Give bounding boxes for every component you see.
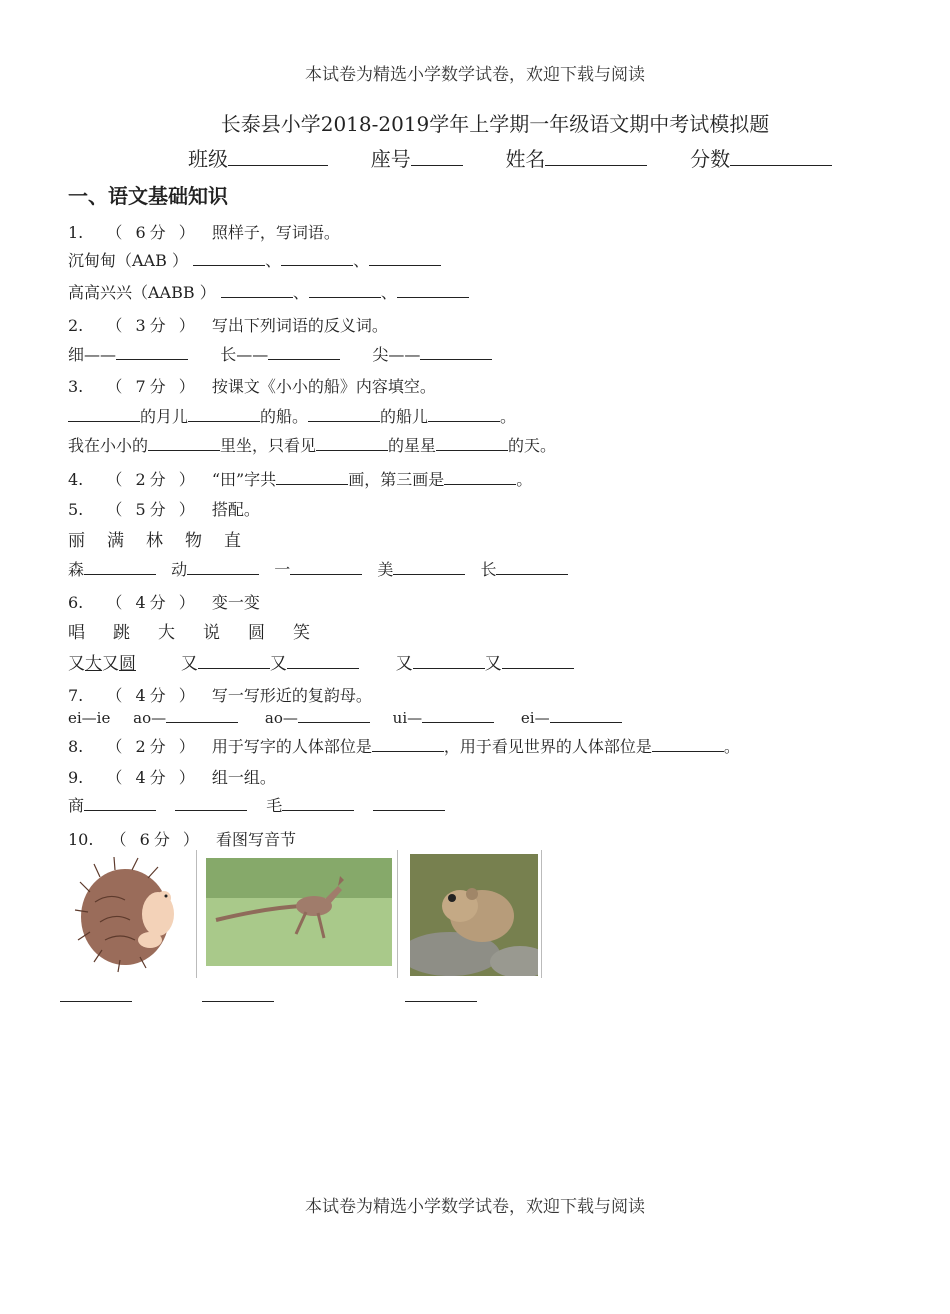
answer-blank[interactable] <box>187 560 259 575</box>
answer-blank[interactable] <box>84 796 156 811</box>
question-number: 2. <box>68 316 84 335</box>
pair-char: 一 <box>274 560 291 579</box>
fill-text: 画，第三画是 <box>348 470 445 489</box>
antonym-prompt: 长—— <box>220 345 269 364</box>
answer-blank[interactable] <box>444 470 516 485</box>
mouse-icon <box>410 854 538 976</box>
answer-blank[interactable] <box>652 737 724 752</box>
answer-blank[interactable] <box>405 1000 477 1002</box>
q3-line2 <box>68 433 556 456</box>
answer-blank[interactable] <box>298 708 370 723</box>
answer-blank[interactable] <box>148 436 220 451</box>
question-5 <box>68 497 260 520</box>
q3-line1 <box>68 404 516 427</box>
question-text: 看图写音节 <box>216 830 297 849</box>
char-option: 林 <box>146 531 163 551</box>
question-points: （ 6分 ） <box>106 223 199 242</box>
answer-blank[interactable] <box>308 407 380 422</box>
q5-pairs <box>68 557 568 580</box>
question-6 <box>68 590 260 613</box>
seat-blank[interactable] <box>411 147 463 166</box>
picture-divider <box>196 850 197 978</box>
answer-blank[interactable] <box>496 560 568 575</box>
q5-chars <box>68 526 241 551</box>
char-option: 唱 <box>68 623 85 643</box>
question-points: （ 4分 ） <box>106 593 199 612</box>
question-number: 3. <box>68 377 84 396</box>
pair-char: 动 <box>171 560 188 579</box>
answer-blank[interactable] <box>373 796 445 811</box>
fill-text: 的船儿 <box>380 407 429 426</box>
fill-text: 的船。 <box>260 407 309 426</box>
answer-blank[interactable] <box>436 436 508 451</box>
answer-blank[interactable] <box>290 560 362 575</box>
separator: 、 <box>353 251 370 270</box>
question-text: 写出下列词语的反义词。 <box>211 316 388 335</box>
fill-text: ，用于看见世界的人体部位是 <box>443 737 652 756</box>
question-1 <box>68 220 340 243</box>
answer-blank[interactable] <box>282 796 354 811</box>
char-option: 圆 <box>248 623 265 643</box>
question-3 <box>68 374 436 397</box>
q6-answers <box>68 649 574 674</box>
char-option: 直 <box>224 531 241 551</box>
kangaroo-picture <box>206 858 392 966</box>
separator: 、 <box>292 283 309 302</box>
answer-blank[interactable] <box>202 1000 274 1002</box>
answer-blank[interactable] <box>68 407 140 422</box>
finals-example: ei—ie <box>68 709 111 727</box>
question-text: 按课文《小小的船》内容填空。 <box>211 377 436 396</box>
question-text: 写一写形近的复韵母。 <box>211 686 372 705</box>
answer-blank[interactable] <box>413 654 485 669</box>
finals-prompt: ao— <box>133 709 167 727</box>
answer-blank[interactable] <box>281 251 353 266</box>
question-7 <box>68 683 372 706</box>
question-text: 组一组。 <box>211 768 276 787</box>
char-option: 大 <box>158 623 175 643</box>
answer-blank[interactable] <box>422 708 494 723</box>
mouse-picture <box>410 854 538 976</box>
separator: 、 <box>380 283 397 302</box>
pair-char: 长 <box>480 560 497 579</box>
question-2 <box>68 313 388 336</box>
question-points: （ 2分 ） <box>106 470 199 489</box>
q2-answers <box>68 342 492 365</box>
group-char: 商 <box>68 796 85 815</box>
seat-label: 座号 <box>370 147 411 171</box>
group-char: 毛 <box>266 796 283 815</box>
section-heading: 一、语文基础知识 <box>68 184 228 208</box>
score-blank[interactable] <box>730 147 832 166</box>
fill-text: 。 <box>723 737 740 756</box>
fill-text: 的天。 <box>508 436 557 455</box>
answer-blank[interactable] <box>372 737 444 752</box>
question-points: （ 4分 ） <box>106 768 199 787</box>
question-number: 9. <box>68 768 84 787</box>
fill-text: 的月儿 <box>140 407 189 426</box>
question-text: 搭配。 <box>211 500 260 519</box>
fill-text: 我在小小的 <box>68 436 149 455</box>
q1-line1 <box>68 248 441 271</box>
answer-blank[interactable] <box>188 407 260 422</box>
you-char: 又 <box>484 654 502 674</box>
example-char: 大 <box>85 654 102 674</box>
question-10 <box>68 827 296 850</box>
answer-blank[interactable] <box>309 283 381 298</box>
question-8 <box>68 734 740 757</box>
you-char: 又 <box>180 654 198 674</box>
char-option: 笑 <box>293 623 310 643</box>
answer-blank[interactable] <box>276 470 348 485</box>
you-char: 又 <box>269 654 287 674</box>
answer-blank[interactable] <box>550 708 622 723</box>
hedgehog-picture <box>70 852 192 974</box>
answer-blank[interactable] <box>166 708 238 723</box>
question-number: 4. <box>68 470 84 489</box>
antonym-prompt: 细—— <box>68 345 117 364</box>
question-number: 10. <box>68 830 94 849</box>
antonym-prompt: 尖—— <box>372 345 421 364</box>
fill-text: 。 <box>516 470 533 489</box>
name-blank[interactable] <box>545 147 647 166</box>
question-number: 1. <box>68 223 84 242</box>
finals-prompt: ui— <box>392 709 423 727</box>
answer-blank[interactable] <box>221 283 293 298</box>
fill-text: 的星星 <box>388 436 437 455</box>
pair-char: 森 <box>68 560 85 579</box>
name-label: 姓名 <box>505 147 546 171</box>
fill-text: “田”字共 <box>211 470 277 489</box>
finals-prompt: ei— <box>520 709 550 727</box>
question-points: （ 2分 ） <box>106 737 199 756</box>
answer-blank[interactable] <box>60 1000 132 1002</box>
answer-blank[interactable] <box>316 436 388 451</box>
example-char: 又 <box>102 654 119 674</box>
question-4 <box>68 467 532 490</box>
answer-blank[interactable] <box>268 345 340 360</box>
answer-blank[interactable] <box>84 560 156 575</box>
page-title: 长泰县小学2018-2019学年上学期一年级语文期中考试模拟题 <box>220 112 770 136</box>
question-number: 7. <box>68 686 84 705</box>
answer-blank[interactable] <box>420 345 492 360</box>
q1-line2 <box>68 280 469 303</box>
question-text: 照样子，写词语。 <box>211 223 340 242</box>
question-points: （ 3分 ） <box>106 316 199 335</box>
question-text: 变一变 <box>211 593 260 612</box>
answer-blank[interactable] <box>175 796 247 811</box>
question-points: （ 5分 ） <box>106 500 199 519</box>
class-blank[interactable] <box>228 147 328 166</box>
kangaroo-icon <box>206 858 392 966</box>
pair-char: 美 <box>377 560 394 579</box>
char-option: 满 <box>107 531 124 551</box>
char-option: 丽 <box>68 531 85 551</box>
q1-prompt2: 高高兴兴（AABB ） <box>68 283 216 302</box>
question-9 <box>68 765 276 788</box>
char-option: 跳 <box>113 623 130 643</box>
question-points: （ 4分 ） <box>106 686 199 705</box>
header-note: 本试卷为精选小学数学试卷，欢迎下载与阅读 <box>305 65 645 85</box>
char-option: 说 <box>203 623 220 643</box>
score-label: 分数 <box>690 147 731 171</box>
q1-prompt1: 沉甸甸（AAB ） <box>68 251 188 270</box>
picture-divider <box>397 850 398 978</box>
finals-prompt: ao— <box>264 709 298 727</box>
answer-blank[interactable] <box>428 407 500 422</box>
answer-blank[interactable] <box>287 654 359 669</box>
answer-blank[interactable] <box>116 345 188 360</box>
footer-note: 本试卷为精选小学数学试卷，欢迎下载与阅读 <box>305 1197 645 1217</box>
hedgehog-icon <box>70 852 192 974</box>
example-char: 又 <box>68 654 85 674</box>
q7-answers <box>68 708 622 727</box>
question-number: 5. <box>68 500 84 519</box>
fill-text: 。 <box>500 407 517 426</box>
info-row <box>188 143 832 172</box>
fill-text: 用于写字的人体部位是 <box>211 737 372 756</box>
class-label: 班级 <box>188 147 228 171</box>
char-option: 物 <box>185 531 202 551</box>
answer-blank[interactable] <box>393 560 465 575</box>
question-points: （ 7分 ） <box>106 377 199 396</box>
q9-answers <box>68 793 445 816</box>
answer-blank[interactable] <box>369 251 441 266</box>
you-char: 又 <box>395 654 413 674</box>
answer-blank[interactable] <box>198 654 270 669</box>
answer-blank[interactable] <box>193 251 265 266</box>
answer-blank[interactable] <box>502 654 574 669</box>
question-number: 8. <box>68 737 84 756</box>
question-number: 6. <box>68 593 84 612</box>
example-char: 圆 <box>119 654 136 674</box>
picture-divider <box>541 850 542 978</box>
question-points: （ 6分 ） <box>110 830 203 849</box>
fill-text: 里坐，只看见 <box>220 436 317 455</box>
separator: 、 <box>265 251 282 270</box>
answer-blank[interactable] <box>397 283 469 298</box>
q6-chars <box>68 618 310 643</box>
